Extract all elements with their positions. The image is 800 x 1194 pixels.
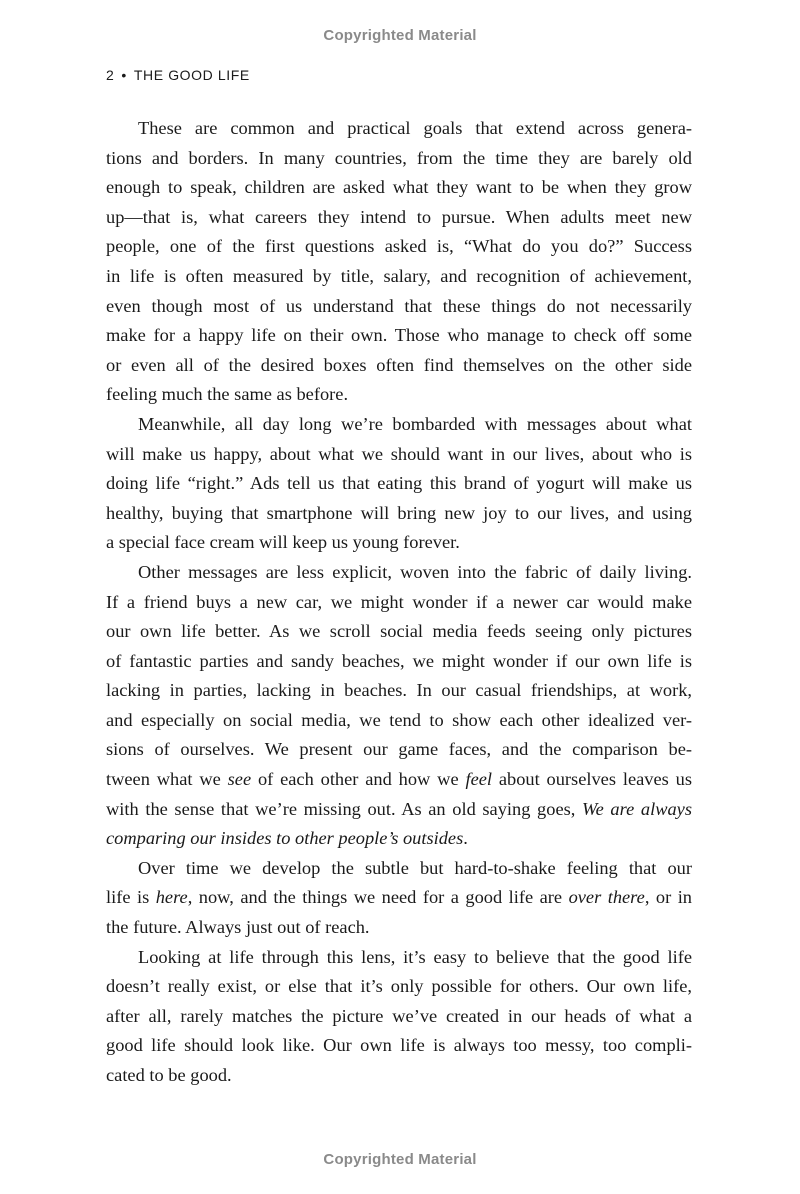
text-line: will make us happy, about what we should want in our lives, about who is — [106, 443, 692, 464]
paragraph-1 — [106, 114, 692, 410]
text-line: cated to be good. — [106, 1065, 232, 1085]
text-run: , now, and the things we need for a good life are — [187, 887, 569, 908]
italic-run: over there — [568, 887, 645, 908]
text-line-mixed — [106, 795, 692, 825]
text-line: healthy, buying that smartphone will bring new joy to our lives, and using — [106, 502, 692, 523]
text-line: even though most of us understand that these things do not necessarily — [106, 295, 692, 316]
text-run: , or in — [644, 887, 692, 908]
text-line: or even all of the desired boxes often find themselves on the other side — [106, 354, 692, 375]
text-line: after all, rarely matches the picture we’ve created in our heads of what a — [106, 1005, 692, 1026]
text-line: Over time we develop the subtle but hard-to-shake feeling that our — [138, 857, 692, 878]
text-line: If a friend buys a new car, we might wonder if a newer car would make — [106, 591, 692, 612]
text-line-mixed — [106, 824, 692, 854]
italic-run: comparing our insides to other people’s outsides — [106, 828, 464, 849]
text-line: enough to speak, children are asked what they want to be when they grow — [106, 177, 692, 198]
text-line: in life is often measured by title, salary, and recognition of achievement, — [106, 265, 692, 286]
running-head — [106, 67, 250, 83]
text-run: with the sense that we’re missing out. As an old saying goes, — [106, 798, 582, 819]
body-text — [106, 114, 692, 1091]
italic-run: see — [227, 769, 252, 790]
paragraph-2 — [106, 410, 692, 558]
text-line: doing life “right.” Ads tell us that eating this brand of yogurt will make us — [106, 473, 692, 494]
text-line: make for a happy life on their own. Those who manage to check off some — [106, 325, 692, 346]
text-run: tween what we — [106, 769, 228, 790]
paragraph-5 — [106, 943, 692, 1091]
text-line: tions and borders. In many countries, from the time they are barely old — [106, 147, 692, 168]
text-line: our own life better. As we scroll social media feeds seeing only pictures — [106, 621, 692, 642]
text-line: and especially on social media, we tend to show each other idealized ver- — [106, 709, 692, 730]
copyright-watermark-bottom: Copyrighted Material — [323, 1151, 477, 1168]
italic-run: We are always — [582, 798, 692, 819]
text-line-mixed — [106, 765, 692, 795]
header-bullet: • — [121, 67, 127, 83]
paragraph-3 — [106, 558, 692, 854]
text-line: good life should look like. Our own life is always too messy, too compli- — [106, 1035, 692, 1056]
text-line-mixed — [106, 883, 692, 913]
book-title: THE GOOD LIFE — [133, 67, 250, 83]
text-line: sions of ourselves. We present our game faces, and the comparison be- — [106, 739, 692, 760]
text-run: . — [463, 828, 468, 849]
text-line: Other messages are less explicit, woven into the fabric of daily living. — [138, 561, 692, 582]
text-line: people, one of the first questions asked is, “What do you do?” Success — [106, 236, 692, 257]
italic-run: feel — [465, 769, 492, 790]
text-line: doesn’t really exist, or else that it’s only possible for others. Our own life, — [106, 976, 692, 997]
text-run: about ourselves leaves us — [492, 769, 692, 790]
text-line: Meanwhile, all day long we’re bombarded with messages about what — [138, 413, 692, 434]
text-line: the future. Always just out of reach. — [106, 917, 370, 938]
page-number: 2 — [106, 67, 115, 83]
text-line: These are common and practical goals that extend across genera- — [138, 118, 692, 138]
text-line: a special face cream will keep us young forever. — [106, 532, 460, 553]
text-run: life is — [106, 887, 156, 908]
copyright-watermark-top: Copyrighted Material — [323, 27, 477, 44]
text-line: up—that is, what careers they intend to pursue. When adults meet new — [106, 206, 692, 227]
paragraph-4 — [106, 854, 692, 943]
text-line: of fantastic parties and sandy beaches, we might wonder if our own life is — [106, 650, 692, 671]
italic-run: here — [155, 887, 188, 908]
text-run: of each other and how we — [251, 769, 466, 790]
text-line: lacking in parties, lacking in beaches. In our casual friendships, at work, — [106, 680, 692, 701]
text-line: feeling much the same as before. — [106, 384, 349, 405]
text-line: Looking at life through this lens, it’s easy to believe that the good life — [138, 946, 692, 967]
